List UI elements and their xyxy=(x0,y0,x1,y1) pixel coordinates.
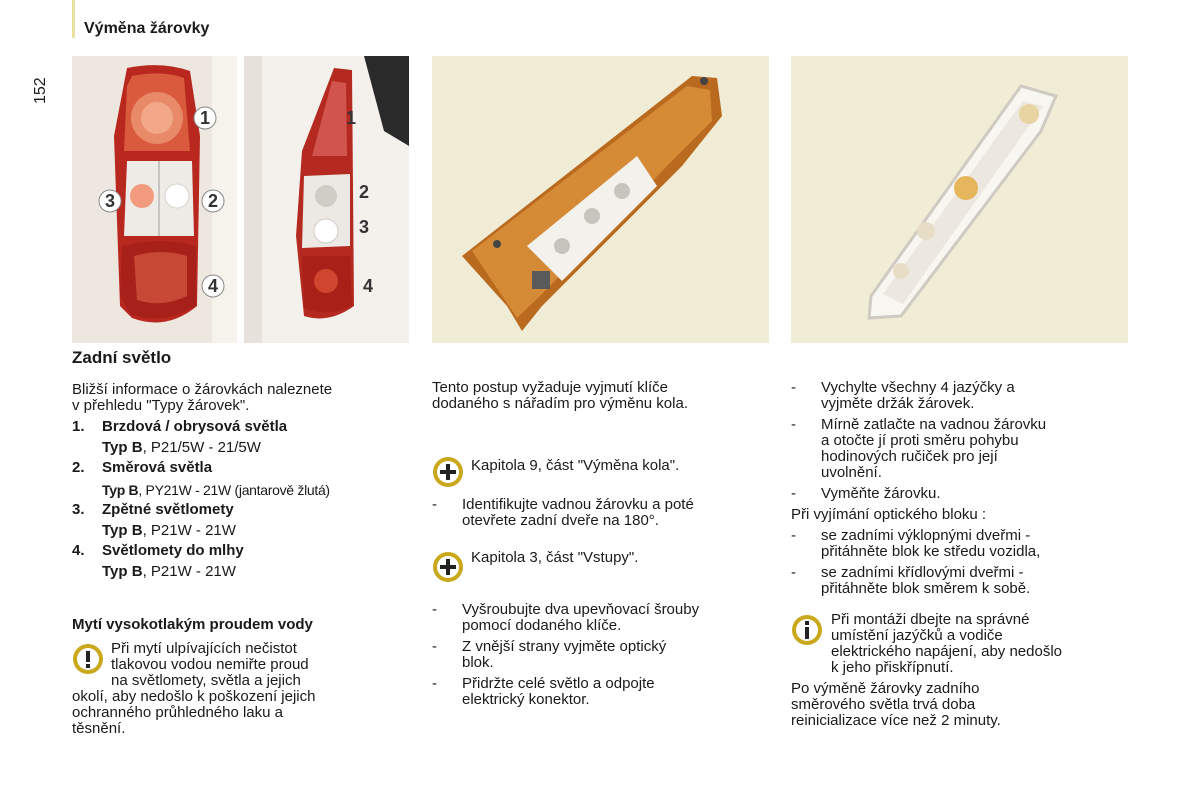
photo-bulb-holder xyxy=(791,56,1128,343)
list-title: Směrová světla xyxy=(102,459,213,476)
removal-tailgate: - se zadními výklopnými dveřmi - přitáhněte blok ke středu vozidla, xyxy=(791,527,1041,560)
photo-tail-lamp-side-doors xyxy=(244,56,409,343)
step-disconnect: - Přidržte celé světlo a odpojte elektrický konektor. xyxy=(432,675,655,708)
callout-3: 3 xyxy=(358,217,370,237)
step-push-turn: - Mírně zatlačte na vadnou žárovku a otočte jí proti směru pohybu hodinových ručiček pro její uvolnění. xyxy=(791,416,1047,481)
plus-reference-icon xyxy=(432,456,464,488)
final-line-2: směrového světla trvá doba xyxy=(791,696,976,713)
info-line-2: umístění jazýčků a vodiče xyxy=(831,627,1003,644)
list-number: 4. xyxy=(72,542,85,559)
list-spec-2: Typ B, PY21W - 21W (jantarově žlutá) xyxy=(102,482,330,498)
list-title: Brzdová / obrysová světla xyxy=(102,418,288,435)
callout-2: 2 xyxy=(207,191,219,211)
intro-line-1: Bližší informace o žárovkách naleznete xyxy=(72,381,333,398)
info-line-1: Při montáži dbejte na správné xyxy=(831,611,1030,628)
step-remove-block: - Z vnější strany vyjměte optický blok. xyxy=(432,638,667,671)
wash-line-3: na světlomety, světla a jejich xyxy=(111,672,301,689)
list-number: 3. xyxy=(72,501,85,518)
info-line-3: elektrického napájení, aby nedošlo xyxy=(831,643,1062,660)
list-number: 1. xyxy=(72,418,85,435)
page-header-title: Výměna žárovky xyxy=(84,20,210,37)
list-item-2 xyxy=(72,460,392,476)
warning-exclamation-icon xyxy=(72,643,104,675)
list-item-4 xyxy=(72,543,392,559)
removal-side-doors: - se zadními křídlovými dveřmi - přitáhněte blok směrem k sobě. xyxy=(791,564,1031,597)
list-title: Světlomety do mlhy xyxy=(102,542,244,559)
info-line-4: k jeho přiskřípnutí. xyxy=(831,659,954,676)
callout-4: 4 xyxy=(207,276,219,296)
step-unscrew: - Vyšroubujte dva upevňovací šrouby pomocí dodaného klíče. xyxy=(432,601,700,634)
wash-line-6: těsnění. xyxy=(72,720,126,737)
wash-line-5: ochranného průhledného laku a xyxy=(72,704,284,721)
list-title: Zpětné světlomety xyxy=(102,501,234,518)
wash-line-1: Při mytí ulpívajících nečistot xyxy=(111,640,297,657)
section-title-rear-light: Zadní světlo xyxy=(72,348,172,367)
list-item-3 xyxy=(72,502,392,518)
intro-line-2: v přehledu "Typy žárovek". xyxy=(72,397,250,414)
wash-title: Mytí vysokotlakým proudem vody xyxy=(72,616,313,633)
list-spec-1: Typ B, P21/5W - 21/5W xyxy=(102,439,261,456)
photo-lamp-unit-removed xyxy=(432,56,769,343)
reference-wheel-change: Kapitola 9, část "Výměna kola". xyxy=(471,457,680,474)
step-tabs: - Vychylte všechny 4 jazýčky a vyjměte držák žárovek. xyxy=(791,379,1015,412)
plus-reference-icon xyxy=(432,551,464,583)
final-line-1: Po výměně žárovky zadního xyxy=(791,680,980,697)
callout-4: 4 xyxy=(362,276,374,296)
col2-intro-1: Tento postup vyžaduje vyjmutí klíče xyxy=(432,379,668,396)
page-number: 152 xyxy=(32,77,49,104)
removal-intro: Při vyjímání optického bloku : xyxy=(791,506,987,523)
step-identify-bulb: - Identifikujte vadnou žárovku a poté otevřete zadní dveře na 180°. xyxy=(432,496,694,529)
callout-3: 3 xyxy=(104,191,116,211)
wash-line-2: tlakovou vodou nemiřte proud xyxy=(111,656,309,673)
callout-2: 2 xyxy=(358,182,370,202)
reference-access: Kapitola 3, část "Vstupy". xyxy=(471,549,639,566)
step-replace: - Vyměňte žárovku. xyxy=(791,485,941,502)
list-number: 2. xyxy=(72,459,85,476)
callout-1: 1 xyxy=(199,108,211,128)
list-item-1 xyxy=(72,419,392,435)
final-line-3: reinicializace více než 2 minuty. xyxy=(791,712,1001,729)
info-icon xyxy=(791,614,823,646)
callout-1: 1 xyxy=(345,108,357,128)
header-accent-bar xyxy=(72,0,75,38)
wash-line-4: okolí, aby nedošlo k poškození jejich xyxy=(72,688,316,705)
photo-tail-lamp-tailgate xyxy=(72,56,237,343)
list-spec-3: Typ B, P21W - 21W xyxy=(102,522,236,539)
col2-intro-2: dodaného s nářadím pro výměnu kola. xyxy=(432,395,688,412)
list-spec-4: Typ B, P21W - 21W xyxy=(102,563,236,580)
